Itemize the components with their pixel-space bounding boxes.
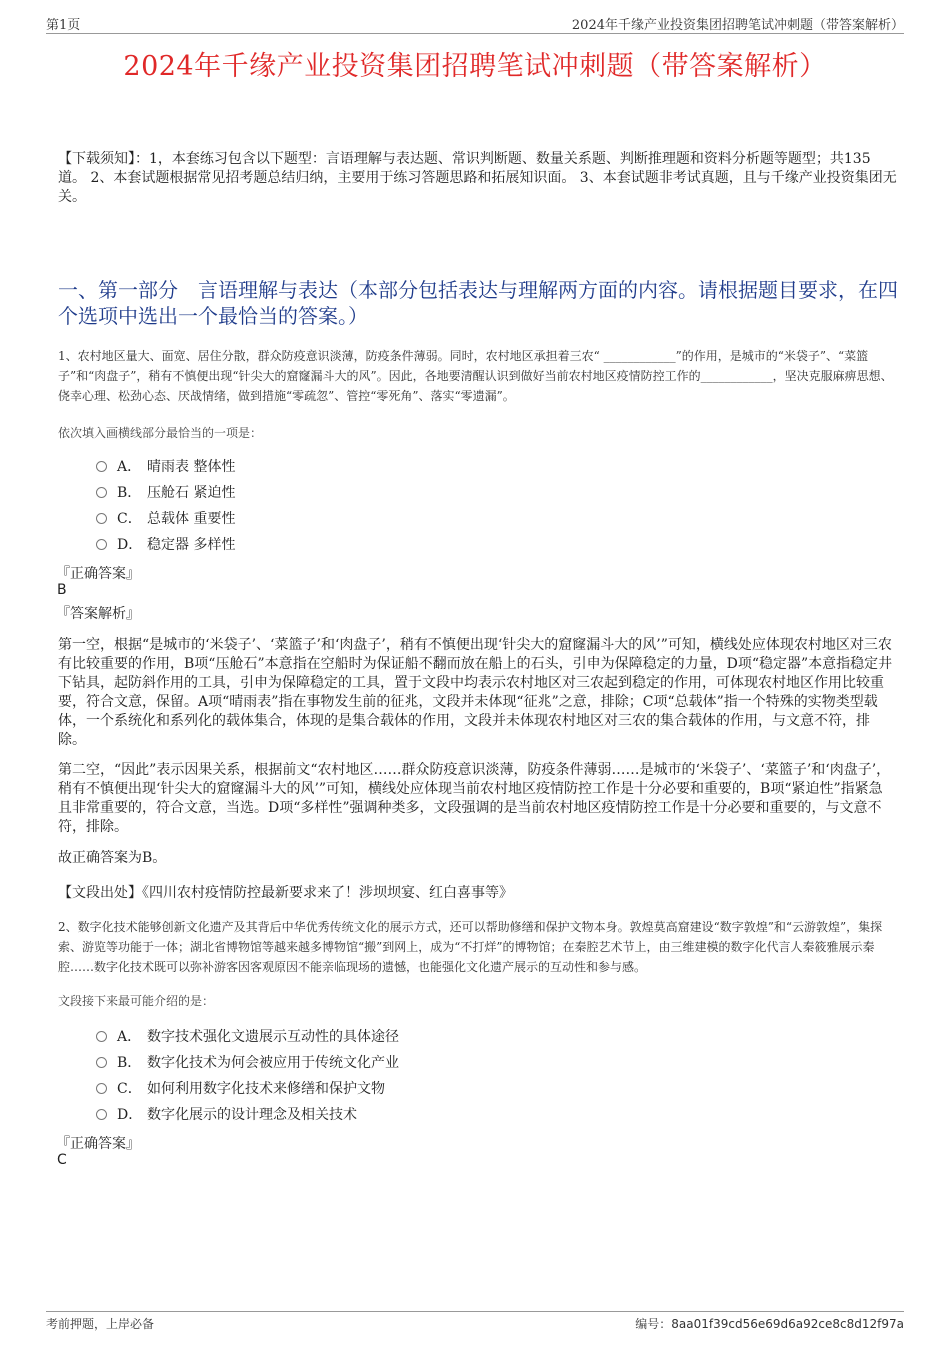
option-text: 数字技术强化文遗展示互动性的具体途径 [147, 1029, 399, 1045]
option-label: A． [117, 459, 142, 475]
question-1-analysis-paragraph-1: 第一空，根据“是城市的‘米袋子’、‘菜篮子’和‘肉盘子’，稍有不慎便出现‘针尖大的窟窿漏斗大的风’”可知，横线处应体现农村地区对三农有比较重要的作用，B项“压舱石”本意指在空船时为保证船不翻而放在船上的石头，引申为保障稳定的力量，D项“稳定器”本意指稳定井下钻具，起防斜作用的工具，引申为保障稳定的工具，置于文段中均表示农村地区对三农起到稳定的作用，可体现农村地区作用比较重要，符合文意，保留。A项“晴雨表”指在事物发生前的征兆，文段并未体现“征兆”之意，排除；C项“总载体”指一个特殊的实物类型载体，一个系统化和系列化的载体集合，体现的是集合载体的作用，文段并未体现农村地区对三农的集合载体的作用，与文意不符，排除。 [58, 637, 893, 748]
question-2-prompt: 文段接下来最可能介绍的是： [58, 994, 215, 1008]
option-text: 数字化技术为何会被应用于传统文化产业 [147, 1055, 399, 1071]
radio-icon[interactable] [96, 539, 107, 550]
download-notice: 【下载须知】：1，本套练习包含以下题型：言语理解与表达题、常识判断题、数量关系题、判断推理题和资料分析题等题型；共135道。 2、本套试题根据常见招考题总结归纳，主要用于练习答题思路和拓展知识面。 3、本套试题非考试真题，且与千缘产业投资集团无关。 [58, 151, 897, 205]
header-title: 2024年千缘产业投资集团招聘笔试冲刺题（带答案解析） [571, 18, 904, 33]
question-2-option-d[interactable] [96, 1104, 357, 1124]
question-1-option-c[interactable] [96, 508, 235, 528]
question-1-source: 【文段出处】《四川农村疫情防控最新要求来了！涉坝坝宴、红白喜事等》 [58, 885, 513, 901]
option-text: 数字化展示的设计理念及相关技术 [147, 1107, 357, 1123]
question-1-answer: B [57, 582, 67, 598]
header-page-number: 第1页 [46, 18, 81, 33]
question-1-option-b[interactable] [96, 482, 235, 502]
question-1-analysis-heading: 『答案解析』 [56, 606, 140, 622]
question-1-answer-heading: 『正确答案』 [56, 566, 140, 582]
option-text: 压舱石 紧迫性 [147, 485, 236, 501]
question-1-prompt: 依次填入画横线部分最恰当的一项是： [58, 426, 263, 440]
option-text: 如何利用数字化技术来修缮和保护文物 [147, 1081, 385, 1097]
question-2-answer-heading: 『正确答案』 [56, 1136, 140, 1152]
radio-icon[interactable] [96, 1031, 107, 1042]
option-label: A． [117, 1029, 142, 1045]
option-label: B． [117, 485, 142, 501]
question-2-option-c[interactable] [96, 1078, 385, 1098]
question-1-analysis-conclusion: 故正确答案为B。 [58, 850, 167, 866]
option-label: C． [117, 511, 142, 527]
option-text: 晴雨表 整体性 [147, 459, 236, 475]
question-2-text: 2、数字化技术能够创新文化遗产及其背后中华优秀传统文化的展示方式，还可以帮助修缮和保护文物本身。敦煌莫高窟建设“数字敦煌”和“云游敦煌”，集探索、游览等功能于一体；湖北省博物馆等越来越多博物馆“搬”到网上，成为“不打烊”的博物馆；在秦腔艺术节上，由三维建模的数字化代言人秦筱雅展示秦腔……数字化技术既可以弥补游客因客观原因不能亲临现场的遗憾，也能强化文化遗产展示的互动性和参与感。 [58, 920, 883, 974]
document-title: 2024年千缘产业投资集团招聘笔试冲刺题（带答案解析） [123, 51, 827, 82]
question-2-option-a[interactable] [96, 1026, 399, 1046]
section-heading: 一、第一部分 言语理解与表达（本部分包括表达与理解两方面的内容。请根据题目要求，在四个选项中选出一个最恰当的答案。） [58, 278, 898, 328]
header-divider [46, 33, 904, 34]
footer-divider [46, 1311, 904, 1312]
question-1-text: 1、农村地区量大、面宽、居住分散，群众防疫意识淡薄，防疫条件薄弱。同时，农村地区承担着三农“ ____________”的作用，是城市的“米袋子”、“菜篮子”和“肉盘子”，稍有不慎便出现“针尖大的窟窿漏斗大的风”。因此，各地要清醒认识到做好当前农村地区疫情防控工作的____________，坚决克服麻痹思想、侥幸心理、松劲心态、厌战情绪，做到措施“零疏忽”、管控“零死角”、落实“零遗漏”。 [58, 349, 893, 403]
question-1-option-d[interactable] [96, 534, 235, 554]
question-2-answer: C [57, 1152, 67, 1168]
radio-icon[interactable] [96, 1057, 107, 1068]
question-2-option-b[interactable] [96, 1052, 399, 1072]
radio-icon[interactable] [96, 513, 107, 524]
radio-icon[interactable] [96, 1083, 107, 1094]
radio-icon[interactable] [96, 1109, 107, 1120]
option-label: D． [117, 1107, 143, 1123]
footer-slogan: 考前押题，上岸必备 [46, 1317, 155, 1331]
option-text: 稳定器 多样性 [147, 537, 236, 553]
radio-icon[interactable] [96, 487, 107, 498]
footer-document-id: 编号：8aa01f39cd56e69d6a92ce8c8d12f97a [635, 1317, 904, 1331]
option-label: D． [117, 537, 143, 553]
option-label: B． [117, 1055, 142, 1071]
radio-icon[interactable] [96, 461, 107, 472]
question-1-option-a[interactable] [96, 456, 235, 476]
question-1-analysis-paragraph-2: 第二空，“因此”表示因果关系，根据前文“农村地区……群众防疫意识淡薄，防疫条件薄弱……是城市的‘米袋子’、‘菜篮子’和‘肉盘子’，稍有不慎便出现‘针尖大的窟窿漏斗大的风’”可知，横线处应体现当前农村地区疫情防控工作是十分必要和重要的，B项“紧迫性”指紧急且非常重要的，符合文意，当选。D项“多样性”强调种类多，文段强调的是当前农村地区疫情防控工作是十分必要和重要的，与文意不符，排除。 [58, 762, 891, 835]
option-text: 总载体 重要性 [147, 511, 236, 527]
option-label: C． [117, 1081, 142, 1097]
